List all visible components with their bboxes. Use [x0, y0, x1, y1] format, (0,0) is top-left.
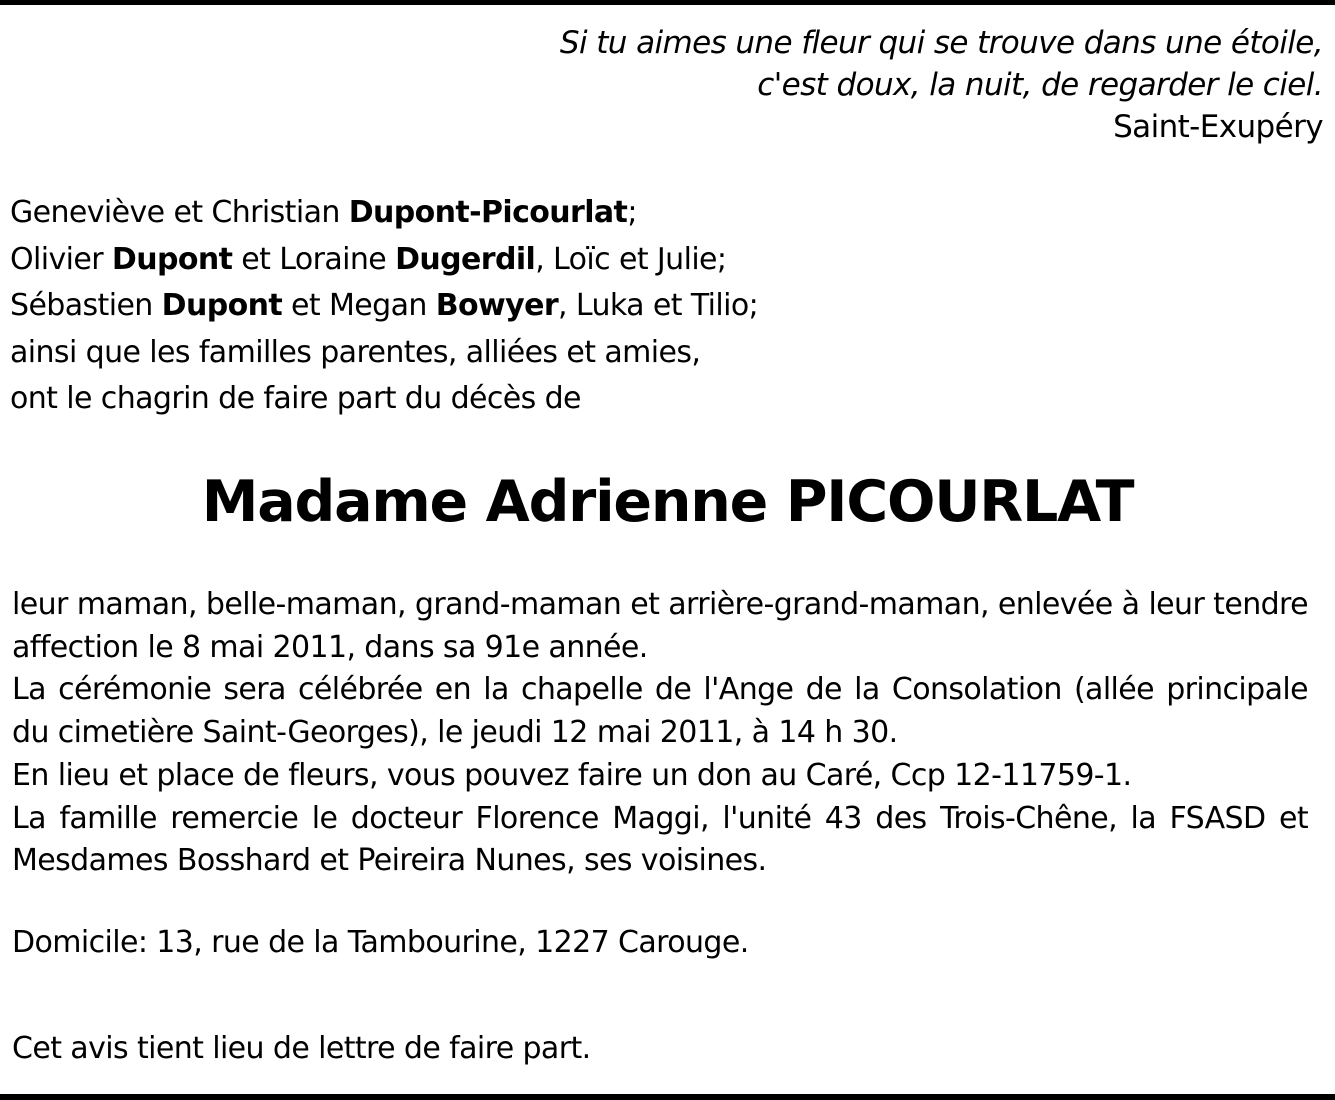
family-line-2-surname-1: Dupont [111, 241, 233, 277]
family-line-5: ont le chagrin de faire part du décès de [10, 381, 581, 416]
bottom-border-rule [0, 1094, 1335, 1100]
family-line-1-surname: Dupont-Picourlat [348, 195, 628, 230]
quote-line-1: Si tu aimes une fleur qui se trouve dans une étoile, [559, 25, 1323, 61]
epigraph-quote [323, 22, 1323, 148]
body-paragraph-thanks: La famille remercie le docteur Florence Maggi, l'unité 43 des Trois-Chêne, la FSASD et Mesdames Bosshard et Peireira Nunes, ses voisines. [12, 800, 1308, 879]
family-line-3 [10, 283, 910, 330]
family-line-2 [10, 237, 910, 284]
family-line-2-mid: et Loraine [232, 241, 396, 277]
family-line-2-end: , Loïc et Julie; [535, 241, 727, 277]
family-line-1-end: ; [627, 195, 637, 230]
family-line-2-text: Olivier [10, 241, 112, 277]
closing-note: Cet avis tient lieu de lettre de faire part. [12, 1031, 591, 1066]
body-paragraph-ceremony: La cérémonie sera célébrée en la chapelle de l'Ange de la Consolation (allée principale du cimetière Saint-Georges), le jeudi 12 mai 2011, à 14 h 30. [12, 672, 1308, 751]
family-line-3-end: , Luka et Tilio; [558, 288, 759, 323]
domicile-address: Domicile: 13, rue de la Tambourine, 1227 Carouge. [12, 925, 749, 960]
family-line-3-surname-1: Dupont [161, 288, 283, 323]
announcement-body [12, 584, 1308, 883]
family-announcement [10, 190, 910, 423]
body-paragraph-donation: En lieu et place de fleurs, vous pouvez faire un don au Caré, Ccp 12-11759-1. [12, 757, 1132, 793]
family-line-1-text: Geneviève et Christian [10, 195, 349, 230]
family-line-3-text: Sébastien [10, 288, 162, 323]
deceased-name: Madame Adrienne PICOURLAT [201, 469, 1134, 535]
body-paragraph-relation: leur maman, belle-maman, grand-maman et arrière-grand-maman, enlevée à leur tendre affection le 8 mai 2011, dans sa 91e année. [12, 587, 1308, 665]
family-line-3-mid: et Megan [282, 288, 436, 323]
quote-line-2: c'est doux, la nuit, de regarder le ciel. [757, 67, 1323, 103]
top-border-rule [0, 0, 1335, 5]
family-line-2-surname-2: Dugerdil [395, 241, 536, 277]
family-line-4: ainsi que les familles parentes, alliées et amies, [10, 334, 701, 370]
family-line-1 [10, 190, 910, 237]
family-line-3-surname-2: Bowyer [435, 288, 559, 323]
quote-author: Saint-Exupéry [1113, 109, 1323, 145]
